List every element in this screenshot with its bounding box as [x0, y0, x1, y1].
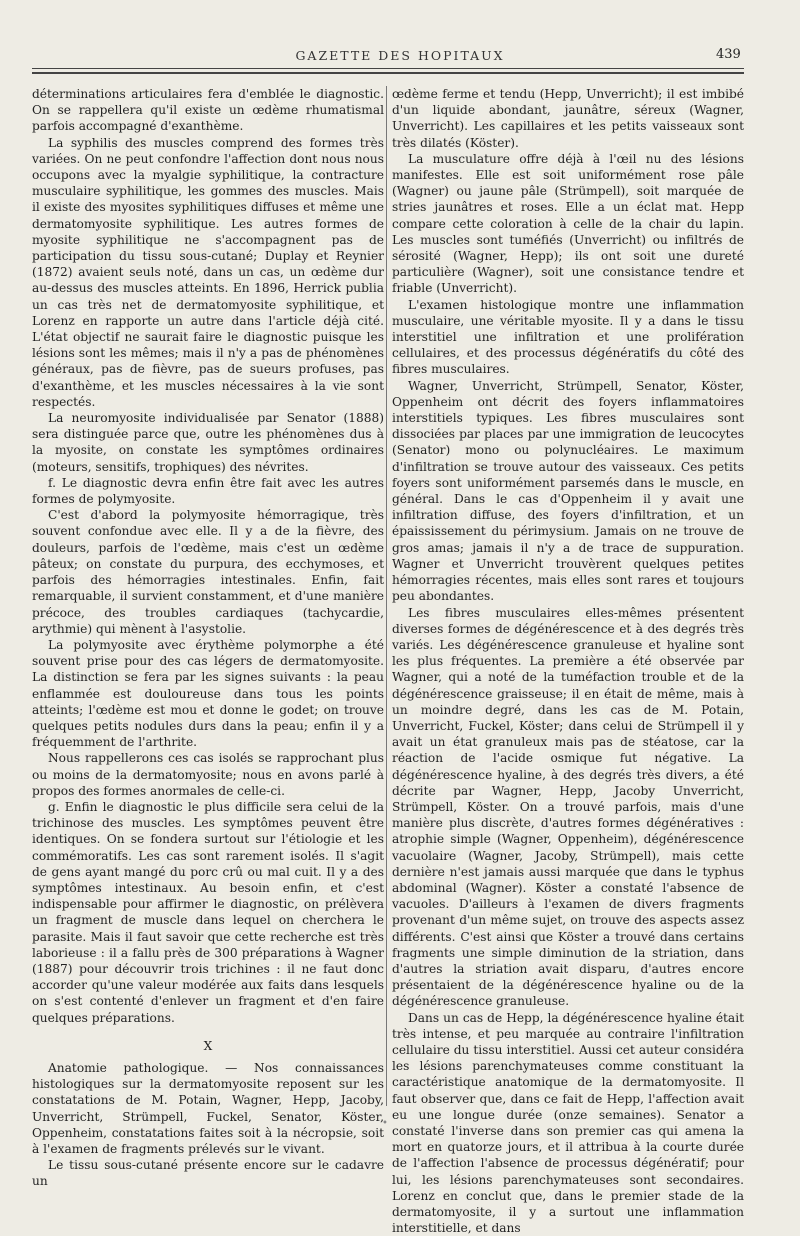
paragraph: Le tissu sous-cutané présente encore sur le cadavre un	[32, 1158, 384, 1189]
paragraph: g. Enfin le diagnostic le plus difficile sera celui de la trichinose des muscles. Les symptômes peuvent être identiques. On se fondera surtout sur l'étiologie et les commémoratifs. Les cas sont rarement isolés. Il s'agit de gens ayant mangé du porc crû ou mal cuit. Il y a des symptômes intestinaux. Au besoin enfin, et c'est indispensable pour affirmer le diagnostic, on prélèvera un fragment de muscle dans lequel on cherchera le parasite. Mais il faut savoir que cette recherche est très laborieuse : il a fallu près de 300 préparations à Wagner (1887) pour découvrir trois trichines : il ne faut donc accorder qu'une valeur modérée aux faits dans lesquels on s'est contenté d'enlever un fragment et d'en faire quelques préparations.	[32, 799, 384, 1025]
paragraph: Dans un cas de Hepp, la dégénérescence hyaline était très intense, et peu marquée au contraire l'infiltration cellulaire du tissu interstitiel. Aussi cet auteur considéra les lésions parenchymateuses comme constituant la caractéristique anatomique de la dermatomyosite. Il faut observer que, dans ce fait de Hepp, l'affection avait eu une longue durée (onze semaines). Senator a constaté l'inverse dans son premier cas qui amena la mort en quatorze jours, et il attribua à la courte durée de l'affection l'absence de processus dégénératif; pour lui, les lésions parenchymateuses sont secondaires. Lorenz en conclut que, dans le premier stade de la dermatomyosite, il y a surtout une inflammation interstitielle, et dans	[392, 1010, 744, 1236]
footer-mark: •	[382, 1118, 388, 1129]
paragraph: La neuromyosite individualisée par Senator (1888) sera distinguée parce que, outre les phénomènes dus à la myosite, on constate les symptômes ordinaires (moteurs, sensitifs, trophiques) des névrites.	[32, 411, 384, 474]
header-rule-double	[32, 72, 744, 74]
running-head: GAZETTE DES HOPITAUX	[295, 48, 505, 63]
paragraph: C'est d'abord la polymyosite hémorragique, très souvent confondue avec elle. Il y a de la fièvre, des douleurs, parfois de l'œdème, mais c'est un œdème pâteux; on constate du purpura, des ecchymoses, et parfois des hémorragies intestinales. Enfin, fait remarquable, il survient constamment, et d'une manière précoce, des troubles cardiaques (tachycardie, arythmie) qui mènent à l'asystolie.	[32, 508, 384, 636]
paragraph: Anatomie pathologique. — Nos connaissances histologiques sur la dermatomyosite reposent sur les constatations de M. Potain, Wagner, Hepp, Jacoby, Unverricht, Strümpell, Fuckel, Senator, Köster, Oppenheim, constatations faites soit à la nécropsie, soit à l'examen de fragments prélevés sur le vivant.	[32, 1060, 384, 1156]
section-number: X	[203, 1038, 213, 1053]
page-number: 439	[716, 47, 741, 62]
column-divider	[386, 86, 387, 1106]
header-rule	[32, 68, 744, 69]
paragraph: L'examen histologique montre une inflammation musculaire, une véritable myosite. Il y a dans le tissu interstitiel une infiltration et une prolifération cellulaires, et des processus dégénératifs du côté des fibres musculaires.	[392, 297, 744, 377]
paragraph: Wagner, Unverricht, Strümpell, Senator, Köster, Oppenheim ont décrit des foyers inflammatoires interstitiels typiques. Les fibres musculaires sont dissociées par places par une immigration de leucocytes (Senator) mono ou polynucléaires. Le maximum d'infiltration se trouve autour des vaisseaux. Ces petits foyers sont uniformément parsemés dans le muscle, en général. Dans le cas d'Oppenheim il y avait une infiltration diffuse, des foyers d'infiltration, et un épaississement du périmysium. Jamais on ne trouve de gros amas; jamais il n'y a de trace de suppuration. Wagner et Unverricht trouvèrent quelques petites hémorragies récentes, mais elles sont rares et toujours peu abondantes.	[392, 378, 744, 604]
left-column	[32, 86, 384, 1190]
paragraph: La musculature offre déjà à l'œil nu des lésions manifestes. Elle est soit uniformément rose pâle (Wagner) ou jaune pâle (Strümpell), soit marquée de stries jaunâtres et roses. Elle a un éclat mat. Hepp compare cette coloration à celle de la chair du lapin. Les muscles sont tuméfiés (Unverricht) ou infiltrés de sérosité (Wagner, Hepp); ils ont soit une dureté particulière (Wagner), soit une consistance tendre et friable (Unverricht).	[392, 151, 744, 296]
paragraph: Nous rappellerons ces cas isolés se rapprochant plus ou moins de la dermatomyosite; nous en avons parlé à propos des formes anormales de celle-ci.	[32, 751, 384, 798]
paragraph: f. Le diagnostic devra enfin être fait avec les autres formes de polymyosite.	[32, 475, 384, 507]
paragraph: œdème ferme et tendu (Hepp, Unverricht); il est imbibé d'un liquide abondant, jaunâtre, séreux (Wagner, Unverricht). Les capillaires et les petits vaisseaux sont très dilatés (Köster).	[392, 87, 744, 150]
paragraph: La syphilis des muscles comprend des formes très variées. On ne peut confondre l'affection dont nous nous occupons avec la myalgie syphilitique, la contracture musculaire syphilitique, les gommes des muscles. Mais il existe des myosites syphilitiques diffuses et même une dermatomyosite syphilitique. Les autres formes de myosite syphilitique ne s'accompagnent pas de participation du tissu sous-cutané; Duplay et Reynier (1872) avaient seuls noté, dans un cas, un œdème dur au-dessus des muscles atteints. En 1896, Herrick publia un cas très net de dermatomyosite syphilitique, et Lorenz en rapporte un autre dans l'article déjà cité. L'état objectif ne saurait faire le diagnostic puisque les lésions sont les mêmes; mais il n'y a pas de phénomènes généraux, pas de fièvre, pas de sueurs profuses, pas d'exanthème, et les muscles nécessaires à la vie sont respectés.	[32, 135, 384, 409]
paragraph: Les fibres musculaires elles-mêmes présentent diverses formes de dégénérescence et à des degrés très variés. Les dégénérescence granuleuse et hyaline sont les plus fréquentes. La première a été observée par Wagner, qui a noté de la tuméfaction trouble et de la dégénérescence graisseuse; il en était de même, mais à un moindre degré, dans les cas de M. Potain, Unverricht, Fuckel, Köster; dans celui de Strümpell il y avait un état granuleux mais pas de stéatose, car la réaction de l'acide osmique fut négative. La dégénérescence hyaline, à des degrés très divers, a été décrite par Wagner, Hepp, Jacoby Unverricht, Strümpell, Köster. On a trouvé parfois, mais d'une manière plus discrète, d'autres formes dégénératives : atrophie simple (Wagner, Oppenheim), dégénérescence vacuolaire (Wagner, Jacoby, Strümpell), mais cette dernière n'est jamais aussi marquée que dans le typhus abdominal (Wagner). Köster a constaté l'absence de vacuoles. D'ailleurs à l'examen de divers fragments provenant d'un même sujet, on trouve des aspects assez différents. C'est ainsi que Köster a trouvé dans certains fragments une simple diminution de la striation, dans d'autres la striation avait disparu, d'autres encore présentaient de la dégénérescence hyaline ou de la dégénérescence granuleuse.	[392, 605, 744, 1009]
paragraph: déterminations articulaires fera d'emblée le diagnostic. On se rappellera qu'il existe un œdème rhumatismal parfois accompagné d'exanthème.	[32, 87, 384, 134]
paragraph: La polymyosite avec érythème polymorphe a été souvent prise pour des cas légers de dermatomyosite. La distinction se fera par les signes suivants : la peau enflammée est douloureuse dans tous les points atteints; l'œdème est mou et donne le godet; on trouve quelques petits nodules durs dans la peau; enfin il y a fréquemment de l'arthrite.	[32, 637, 384, 750]
right-column	[392, 86, 744, 1236]
